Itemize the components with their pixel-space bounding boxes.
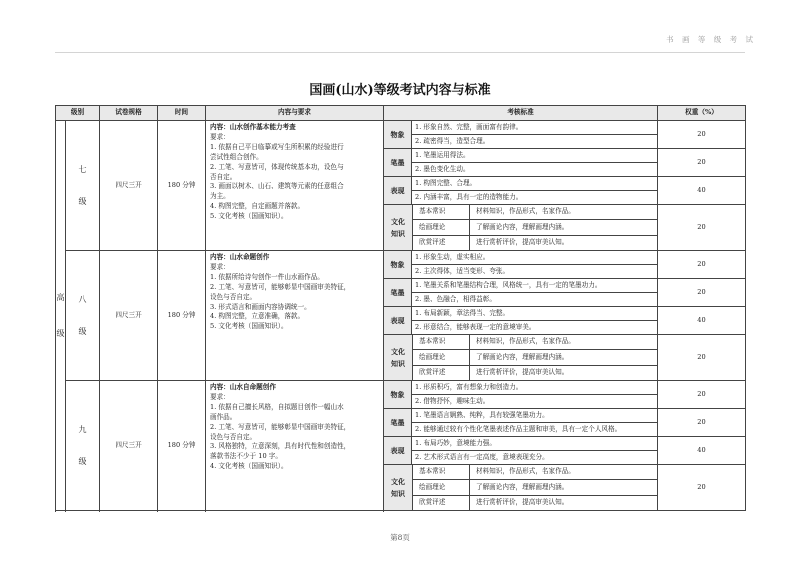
criteria-item: 2. 艺术形式语言有一定高度，意境表现充分。 xyxy=(412,451,658,465)
culture-row xyxy=(413,220,657,235)
culture-row xyxy=(413,366,657,380)
culture-item-desc: 材料知识，作品形式，名家作品。 xyxy=(476,337,575,346)
criteria-category: 笔墨 xyxy=(384,149,412,177)
content-line: 为主。 xyxy=(210,192,230,201)
culture-item-desc: 材料知识，作品形式，名家作品。 xyxy=(476,467,575,476)
culture-item-name: 欣赏评述 xyxy=(413,496,470,510)
column-header-spec: 试卷规格 xyxy=(100,106,158,121)
criteria-category: 文化 知识 xyxy=(384,335,413,380)
content-line: 要求： xyxy=(210,132,230,141)
weight-cell: 40 xyxy=(658,437,746,465)
header-divider xyxy=(55,52,745,53)
weight-cell: 20 xyxy=(658,149,746,177)
criteria-item: 1. 形象生动，虚实相应。 xyxy=(412,251,658,265)
header-series-text: 书 画 等 级 考 试 xyxy=(666,35,756,44)
content-line: 2. 工笔、写意皆可，能够彰显中国画审美特征， xyxy=(210,282,351,291)
culture-item-desc: 了解画论内容，理解画理内涵。 xyxy=(476,482,569,491)
criteria-item: 2. 墨色变化生动。 xyxy=(412,163,658,177)
weight-cell: 20 xyxy=(658,121,746,149)
page-number: 第8页 xyxy=(390,533,410,542)
culture-item-name: 欣赏评述 xyxy=(413,366,470,380)
culture-row xyxy=(413,496,657,510)
criteria-item: 2. 借物抒怀，趣味生动。 xyxy=(412,395,658,409)
content-line: 否自定。 xyxy=(210,172,237,181)
culture-knowledge-cell xyxy=(384,205,658,251)
weight-cell: 20 xyxy=(658,465,746,511)
content-line: 画作品。 xyxy=(210,412,237,421)
weight-cell: 20 xyxy=(658,335,746,381)
culture-knowledge-cell xyxy=(384,465,658,511)
culture-rows xyxy=(413,465,657,510)
culture-item-name: 基本常识 xyxy=(413,465,470,479)
grade-cell: 九 级 xyxy=(66,381,100,511)
criteria-category: 笔墨 xyxy=(384,279,412,307)
culture-item-desc: 进行赏析评价，提高审美认知。 xyxy=(476,237,569,246)
criteria-category: 物象 xyxy=(384,251,412,279)
paper-spec-cell: 四尺三开 xyxy=(100,121,158,251)
culture-knowledge-block xyxy=(384,335,657,380)
culture-item-desc: 了解画论内容，理解画理内涵。 xyxy=(476,222,569,231)
column-header-criteria: 考核标准 xyxy=(384,106,658,121)
table-header-row xyxy=(56,106,746,121)
culture-row xyxy=(413,465,657,480)
culture-row xyxy=(413,205,657,220)
content-line: 要求： xyxy=(210,392,230,401)
content-line: 4. 构图完整，自定画题并落款。 xyxy=(210,202,305,211)
criteria-item: 1. 构图完整、合理。 xyxy=(412,177,658,191)
content-title: 内容：山水创作基本能力考查 xyxy=(210,123,296,131)
culture-knowledge-block xyxy=(384,205,657,250)
column-header-time: 时间 xyxy=(158,106,206,121)
criteria-item: 1. 布局巧妙，意境能力强。 xyxy=(412,437,658,451)
culture-row xyxy=(413,350,657,365)
culture-row xyxy=(413,335,657,350)
criteria-item: 1. 笔墨运用得法。 xyxy=(412,149,658,163)
criteria-category: 物象 xyxy=(384,121,412,149)
culture-item-name: 基本常识 xyxy=(413,335,470,349)
culture-knowledge-cell xyxy=(384,335,658,381)
content-line: 1. 依据自己擅长风格，自拟题目创作一幅山水 xyxy=(210,402,344,411)
weight-cell: 40 xyxy=(658,177,746,205)
content-line: 3. 风格独特，立意深刻，具有时代性和创造性， xyxy=(210,442,351,451)
content-line: 4. 构图完整，立意准确，落款。 xyxy=(210,312,305,321)
weight-cell: 20 xyxy=(658,205,746,251)
culture-row xyxy=(413,236,657,250)
table-row xyxy=(56,251,746,265)
criteria-category: 文化 知识 xyxy=(384,465,413,510)
criteria-item: 1. 形象自然、完整，画面富有韵律。 xyxy=(412,121,658,135)
content-cell xyxy=(206,251,384,381)
culture-item-desc: 材料知识，作品形式，名家作品。 xyxy=(476,207,575,216)
culture-rows xyxy=(413,335,657,380)
weight-cell: 40 xyxy=(658,307,746,335)
weight-cell: 20 xyxy=(658,381,746,409)
content-line: 1. 依据所给诗句创作一件山水画作品。 xyxy=(210,272,324,281)
criteria-item: 2. 能够通过较有个性化笔墨表述作品主题和审美，具有一定个人风格。 xyxy=(412,423,658,437)
table-row xyxy=(56,121,746,135)
content-cell xyxy=(206,381,384,511)
column-header-content: 内容与要求 xyxy=(206,106,384,121)
grade-cell: 七 级 xyxy=(66,121,100,251)
column-header-weight: 权重（%） xyxy=(658,106,746,121)
table-row xyxy=(56,381,746,395)
criteria-item: 2. 疏密得当，造型合理。 xyxy=(412,135,658,149)
paper-spec-cell: 四尺三开 xyxy=(100,381,158,511)
criteria-category: 表现 xyxy=(384,437,412,465)
culture-item-desc: 进行赏析评价，提高审美认知。 xyxy=(476,497,569,506)
paper-spec-cell: 四尺三开 xyxy=(100,251,158,381)
criteria-category: 文化 知识 xyxy=(384,205,413,250)
page-title: 国画(山水)等级考试内容与标准 xyxy=(309,83,491,98)
content-line: 设色与否自定。 xyxy=(210,292,257,301)
culture-item-name: 基本常识 xyxy=(413,205,470,219)
content-line: 要求： xyxy=(210,262,230,271)
criteria-item: 1. 形质积巧，富有想象力和创造力。 xyxy=(412,381,658,395)
content-line: 4. 文化考核（国画知识）。 xyxy=(210,462,288,471)
time-cell: 180 分钟 xyxy=(158,251,206,381)
content-line: 2. 工笔、写意皆可，能够彰显中国画审美特征， xyxy=(210,422,351,431)
content-line: 3. 形式语言和画面内容协调统一。 xyxy=(210,302,311,311)
content-cell xyxy=(206,121,384,251)
criteria-item: 1. 笔墨语言娴熟、纯粹，具有较强笔墨功力。 xyxy=(412,409,658,423)
culture-item-name: 绘画理论 xyxy=(413,480,470,494)
content-line: 5. 文化考核（国画知识）。 xyxy=(210,212,288,221)
culture-item-name: 绘画理论 xyxy=(413,350,470,364)
criteria-category: 表现 xyxy=(384,307,412,335)
content-line: 2. 工笔、写意皆可，体现传统基本功，设色与 xyxy=(210,162,344,171)
criteria-category: 笔墨 xyxy=(384,409,412,437)
time-cell: 180 分钟 xyxy=(158,121,206,251)
weight-cell: 20 xyxy=(658,251,746,279)
level-cell: 高 级 xyxy=(56,121,66,511)
culture-item-name: 绘画理论 xyxy=(413,220,470,234)
criteria-category: 表现 xyxy=(384,177,412,205)
criteria-item: 2. 形意结合，能够表现一定的意境审美。 xyxy=(412,321,658,335)
criteria-item: 2. 主次得体，适当变形、夸张。 xyxy=(412,265,658,279)
column-header-level: 级别 xyxy=(56,106,100,121)
content-line: 3. 画面以树木、山石、建筑等元素的任意组合 xyxy=(210,182,344,191)
time-cell: 180 分钟 xyxy=(158,381,206,511)
weight-cell: 20 xyxy=(658,279,746,307)
criteria-item: 1. 笔墨关系和笔墨结构合理，风格统一，具有一定的笔墨功力。 xyxy=(412,279,658,293)
culture-item-desc: 了解画论内容，理解画理内涵。 xyxy=(476,352,569,361)
grade-cell: 八 级 xyxy=(66,251,100,381)
culture-item-name: 欣赏评述 xyxy=(413,236,470,250)
content-title: 内容：山水自命题创作 xyxy=(210,383,276,391)
content-line: 1. 依据自己平日临摹或写生所积累的经验进行 xyxy=(210,142,344,151)
content-line: 5. 文化考核（国画知识）。 xyxy=(210,322,288,331)
culture-rows xyxy=(413,205,657,250)
content-line: 落款书法不少于 10 字。 xyxy=(210,452,282,461)
culture-knowledge-block xyxy=(384,465,657,510)
criteria-item: 2. 墨、色融合，相得益彰。 xyxy=(412,293,658,307)
criteria-category: 物象 xyxy=(384,381,412,409)
content-title: 内容：山水命题创作 xyxy=(210,253,270,261)
culture-item-desc: 进行赏析评价，提高审美认知。 xyxy=(476,367,569,376)
content-line: 尝试性组合创作。 xyxy=(210,152,263,161)
criteria-item: 1. 布局新颖，章法得当、完整。 xyxy=(412,307,658,321)
weight-cell: 20 xyxy=(658,409,746,437)
culture-row xyxy=(413,480,657,495)
criteria-item: 2. 内涵丰富，具有一定的造物能力。 xyxy=(412,191,658,205)
content-line: 设色与否自定。 xyxy=(210,432,257,441)
exam-standards-table xyxy=(55,105,746,511)
